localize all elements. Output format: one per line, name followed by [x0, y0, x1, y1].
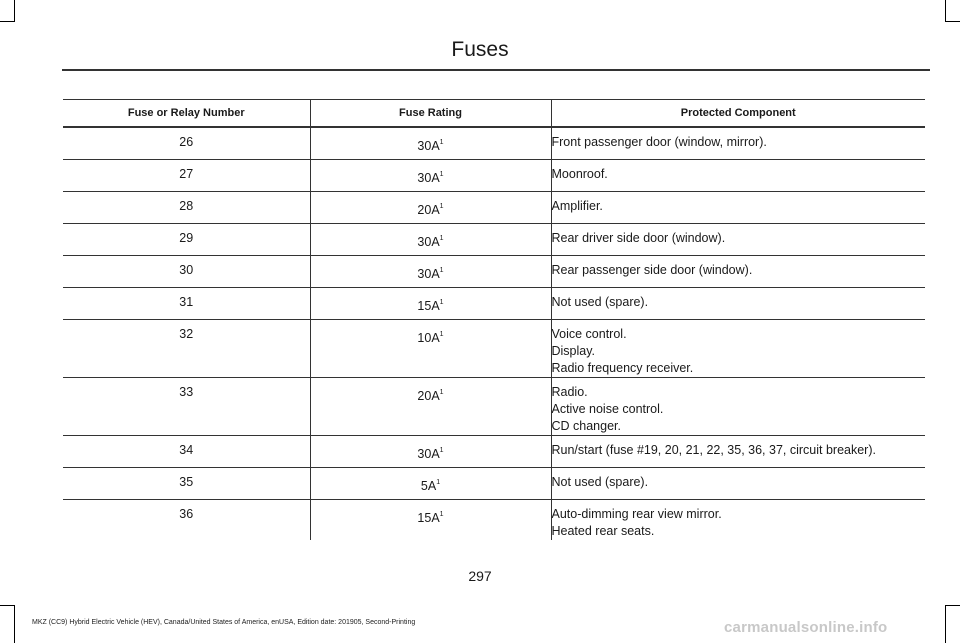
table-row — [63, 499, 925, 540]
rating-value: 30A — [417, 139, 440, 153]
component-line: Amplifier. — [551, 198, 603, 213]
component-line: Moonroof. — [551, 166, 608, 181]
footnote-marker: 1 — [439, 234, 444, 242]
footnote-marker: 1 — [439, 202, 444, 210]
rating-value: 15A — [417, 298, 440, 313]
rating-value: 20A — [417, 202, 440, 217]
fuse-number: 26 — [63, 127, 310, 159]
rating-value: 30A — [417, 234, 440, 249]
table-row — [63, 159, 925, 191]
footnote-marker: 1 — [439, 330, 444, 338]
fuse-rating — [310, 287, 551, 319]
table-row — [63, 191, 925, 223]
fuse-rating — [310, 159, 551, 191]
protected-component — [551, 287, 925, 319]
crop-mark-top-left-v — [14, 0, 15, 22]
rating-value: 30A — [417, 446, 440, 461]
component-line: Run/start (fuse #19, 20, 21, 22, 35, 36, 37, circuit breaker). — [551, 442, 876, 457]
crop-mark-top-right-v — [945, 0, 946, 22]
component-line: Rear passenger side door (window). — [551, 262, 753, 277]
protected-component — [551, 377, 925, 435]
crop-mark-bottom-left-v — [14, 605, 15, 643]
watermark: carmanualsonline.info — [724, 619, 888, 636]
component-line: Not used (spare). — [551, 474, 649, 489]
footnote-marker: 1 — [439, 170, 444, 178]
rating-value: 10A — [417, 330, 440, 345]
crop-mark-top-left-h — [0, 21, 15, 22]
component-line: Rear driver side door (window). — [551, 230, 726, 245]
component-line: Voice control. — [551, 326, 627, 341]
fuse-number: 30 — [63, 255, 310, 287]
component-line: Active noise control. — [551, 401, 664, 416]
table-row — [63, 223, 925, 255]
fuse-number: 36 — [179, 506, 194, 521]
component-line: Display. — [551, 343, 596, 358]
component-line: Heated rear seats. — [551, 523, 655, 538]
protected-component — [551, 223, 925, 255]
table-row — [63, 127, 925, 159]
crop-mark-top-right-h — [945, 21, 960, 22]
crop-mark-bottom-right-h — [945, 605, 960, 606]
rating-value: 30A — [417, 266, 440, 281]
footnote-marker: 1 — [439, 510, 444, 518]
table-row — [63, 319, 925, 377]
protected-component — [551, 435, 925, 467]
rating-value: 20A — [417, 388, 440, 403]
fuse-rating — [310, 191, 551, 223]
footnote-marker: 1 — [439, 298, 444, 306]
table-row — [63, 467, 925, 499]
rating-value: 30A — [417, 170, 440, 185]
footnote-marker: 1 — [436, 478, 441, 486]
footnote-marker: 1 — [439, 388, 444, 396]
fuse-number: 27 — [63, 159, 310, 191]
fuse-number: 28 — [63, 191, 310, 223]
table-row — [63, 255, 925, 287]
fuse-rating — [310, 255, 551, 287]
section-title: Fuses — [451, 38, 509, 61]
fuse-rating — [310, 467, 551, 499]
fuse-rating — [310, 435, 551, 467]
column-header-rating: Fuse Rating — [310, 100, 551, 128]
footer-edition-info: MKZ (CC9) Hybrid Electric Vehicle (HEV), Canada/United States of America, enUSA, Edition date: 201905, Second-Printing — [32, 619, 416, 626]
component-line: Radio frequency receiver. — [551, 360, 694, 375]
fuse-rating — [310, 319, 551, 377]
protected-component — [551, 127, 925, 159]
page-number: 297 — [468, 568, 492, 584]
fuse-rating — [310, 127, 551, 159]
table-row — [63, 435, 925, 467]
protected-component — [551, 255, 925, 287]
header-rule — [62, 69, 930, 71]
fuse-rating — [310, 377, 551, 435]
component-line: Not used (spare). — [551, 294, 649, 309]
protected-component — [551, 499, 925, 540]
fuse-number: 31 — [63, 287, 310, 319]
table-row — [63, 287, 925, 319]
fuse-number: 29 — [63, 223, 310, 255]
protected-component — [551, 159, 925, 191]
fuse-number: 32 — [63, 319, 310, 377]
rating-value: 15A — [417, 510, 440, 525]
footnote-marker: 1 — [439, 266, 444, 274]
footnote-marker: 1 — [439, 139, 444, 146]
table-row — [63, 377, 925, 435]
crop-mark-bottom-left-h — [0, 605, 15, 606]
fuse-number: 33 — [63, 377, 310, 435]
fuse-table — [63, 99, 925, 540]
fuse-rating — [310, 223, 551, 255]
rating-value: 5A — [420, 478, 437, 493]
protected-component — [551, 319, 925, 377]
component-line: CD changer. — [551, 418, 621, 433]
component-line: Auto-dimming rear view mirror. — [551, 506, 722, 521]
protected-component — [551, 191, 925, 223]
fuse-number: 34 — [63, 435, 310, 467]
component-line: Radio. — [551, 384, 588, 399]
column-header-number: Fuse or Relay Number — [63, 100, 310, 128]
footnote-marker: 1 — [439, 446, 444, 454]
protected-component — [551, 467, 925, 499]
fuse-rating — [310, 499, 551, 540]
fuse-number: 35 — [63, 467, 310, 499]
column-header-component: Protected Component — [551, 100, 925, 128]
table-header-row — [63, 100, 925, 128]
component-line: Front passenger door (window, mirror). — [551, 135, 767, 149]
crop-mark-bottom-right-v — [945, 605, 946, 643]
